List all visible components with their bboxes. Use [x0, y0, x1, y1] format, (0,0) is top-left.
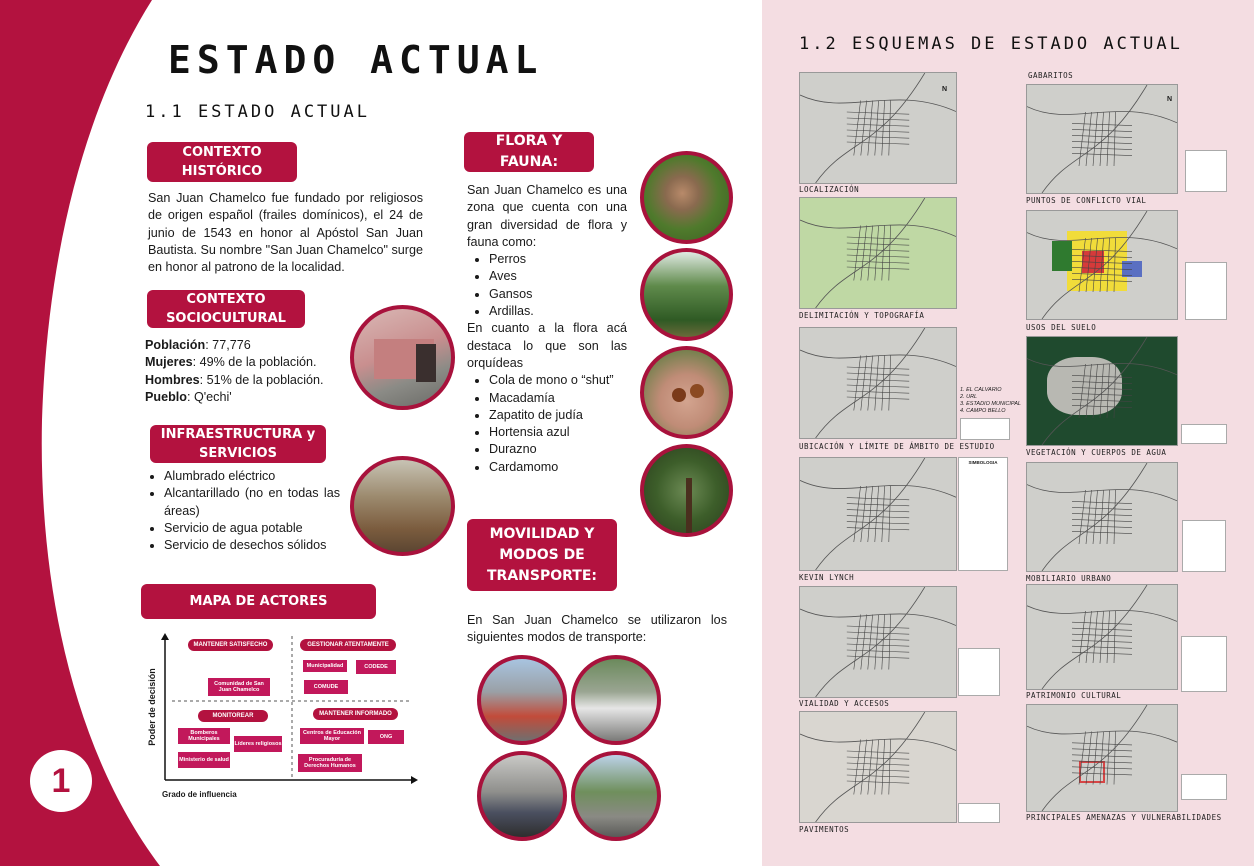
- street-line: [868, 226, 873, 281]
- quadrant-mantener-informado: MANTENER INFORMADO: [313, 708, 398, 720]
- fauna-item: • Gansos: [489, 286, 627, 303]
- street-lines: [1027, 463, 1177, 571]
- map-usos-suelo: [1026, 210, 1178, 320]
- street-line: [1079, 364, 1086, 418]
- flora-item: • Durazno: [489, 441, 627, 458]
- street-line: [847, 373, 909, 375]
- street-line: [847, 781, 909, 783]
- street-line: [847, 124, 909, 126]
- mujeres-row: Mujeres: 49% de la población.: [145, 355, 317, 370]
- road-line: [800, 587, 956, 697]
- caption-vialidad: VIALIDAD Y ACCESOS: [799, 699, 890, 708]
- street-lines: [800, 587, 956, 697]
- street-lines: [800, 712, 956, 822]
- street-line: [889, 486, 891, 542]
- stakeholder-matrix: [148, 632, 418, 800]
- street-line: [889, 356, 891, 411]
- street-line: [1086, 364, 1092, 418]
- transport-photo-moto: [477, 751, 567, 841]
- street-line: [1086, 490, 1092, 544]
- actor-tag: Centros de Educación Mayor: [300, 728, 364, 744]
- caption-mobiliario: MOBILIARIO URBANO: [1026, 574, 1112, 583]
- actor-tag: Comunidad de San Juan Chamelco: [208, 678, 270, 696]
- street-line: [1114, 112, 1116, 166]
- map-topografia: [799, 197, 957, 309]
- street-line: [875, 101, 879, 156]
- street-line: [1086, 611, 1092, 663]
- caption-gabaritos: GABARITOS: [1028, 71, 1074, 80]
- road-line: [800, 73, 956, 183]
- flora-fauna-intro: San Juan Chamelco es una zona que cuenta con una gran diversidad de flora y fauna como:: [467, 183, 627, 249]
- street-line: [889, 615, 891, 670]
- street-line: [847, 249, 909, 251]
- street-line: [1100, 490, 1104, 544]
- caption-pavimentos: PAVIMENTOS: [799, 825, 850, 834]
- street-line: [868, 740, 873, 795]
- street-line: [847, 243, 909, 245]
- contexto-sociocultural-label: CONTEXTO SOCIOCULTURAL: [147, 290, 305, 328]
- caption-topografia: DELIMITACIÓN Y TOPOGRAFÍA: [799, 311, 925, 320]
- street-line: [1114, 238, 1116, 292]
- transport-photo-tuktuk: [477, 655, 567, 745]
- street-line: [847, 397, 909, 399]
- street-line: [1079, 732, 1086, 785]
- flora-item: • Hortensia azul: [489, 424, 627, 441]
- caption-localizacion: LOCALIZACIÓN: [799, 185, 860, 194]
- sociocultural-photo: [350, 305, 455, 410]
- street-line: [1086, 238, 1092, 292]
- road-line: [800, 328, 956, 438]
- road-line: [800, 458, 956, 570]
- caption-ambito: UBICACIÓN Y LÍMITE DE ÁMBITO DE ESTUDIO: [799, 442, 995, 451]
- street-line: [882, 101, 885, 156]
- street-lines: [1027, 585, 1177, 689]
- contexto-historico-label: CONTEXTO HISTÓRICO: [147, 142, 297, 182]
- street-line: [847, 142, 909, 144]
- street-line: [1100, 732, 1104, 785]
- legend-amenazas: [1181, 774, 1227, 800]
- esquemas-panel: [762, 0, 1254, 866]
- street-line: [1072, 640, 1132, 642]
- fauna-item: • Aves: [489, 268, 627, 285]
- street-line: [861, 740, 867, 795]
- street-line: [882, 740, 885, 795]
- legend-vialidad: [958, 648, 1000, 696]
- flora-photo-macadamia: [640, 346, 733, 439]
- street-line: [1093, 364, 1098, 418]
- mapa-actores-label: MAPA DE ACTORES: [141, 584, 376, 619]
- street-line: [1072, 761, 1132, 763]
- street-line: [1107, 732, 1110, 785]
- infra-item: • Alumbrado eléctrico: [164, 468, 340, 485]
- street-lines: [800, 328, 956, 438]
- street-line: [1114, 732, 1116, 785]
- flora-item: • Cola de mono o “shut”: [489, 372, 627, 389]
- street-line: [1079, 490, 1086, 544]
- street-line: [1100, 112, 1104, 166]
- hombres-row: Hombres: 51% de la población.: [145, 372, 324, 387]
- fauna-item: • Perros: [489, 251, 627, 268]
- flora-fauna-label: FLORA Y FAUNA:: [464, 132, 594, 172]
- street-line: [1086, 732, 1092, 785]
- street-line: [1107, 490, 1110, 544]
- street-lines: [800, 198, 956, 308]
- legend-title: SIMBOLOGIA: [968, 460, 998, 465]
- street-line: [1072, 375, 1132, 377]
- north-arrow-icon: N: [942, 86, 948, 93]
- street-line: [1107, 238, 1110, 292]
- pueblo-row: Pueblo: Q'echi': [145, 389, 232, 404]
- flora-photo-trees: [640, 248, 733, 341]
- legend-puntos-conflicto: [1185, 150, 1227, 192]
- street-line: [1107, 364, 1110, 418]
- caption-vegetacion: VEGETACIÓN Y CUERPOS DE AGUA: [1026, 448, 1167, 457]
- quadrant-gestionar-atentamente: GESTIONAR ATENTAMENTE: [300, 639, 396, 651]
- caption-amenazas: PRINCIPALES AMENAZAS Y VULNERABILIDADES: [1026, 813, 1222, 822]
- street-line: [868, 101, 873, 156]
- street-line: [875, 356, 879, 411]
- map-puntos-conflicto: [1026, 84, 1178, 194]
- street-line: [1072, 531, 1132, 533]
- street-line: [1093, 112, 1098, 166]
- flora-photo-tree: [640, 444, 733, 537]
- actor-tag: Bomberos Municipales: [178, 728, 230, 744]
- street-line: [868, 615, 873, 670]
- sociocultural-list: [145, 337, 345, 406]
- street-line: [875, 226, 879, 281]
- street-line: [847, 656, 909, 658]
- page-title: ESTADO ACTUAL: [168, 38, 544, 82]
- street-line: [1072, 267, 1132, 269]
- street-line: [1072, 393, 1132, 395]
- street-line: [1114, 611, 1116, 663]
- ambito-notes: 1. EL CALVARIO 2. URL 3. ESTADIO MUNICIPAL 4. CAMPO BELLO: [960, 387, 1021, 414]
- street-line: [882, 226, 885, 281]
- street-line: [882, 486, 885, 542]
- contexto-historico-text: San Juan Chamelco fue fundado por religiosos de origen español (frailes domínicos), el 24 de junio de 1543 en honor al Apóstol San Juan Bautista. Su nombre "San Juan Chamelco" surge en honor al patrono de la localidad.: [148, 191, 423, 275]
- infraestructura-label: INFRAESTRUCTURA y SERVICIOS: [150, 425, 326, 463]
- map-vegetacion: [1026, 336, 1178, 446]
- street-line: [1086, 112, 1092, 166]
- street-line: [1079, 238, 1086, 292]
- transport-photo-microbus: [571, 655, 661, 745]
- legend-vegetacion: [1181, 424, 1227, 444]
- actor-tag: CODEDE: [356, 660, 396, 674]
- section-title-right: 1.2 ESQUEMAS DE ESTADO ACTUAL: [799, 34, 1183, 54]
- movilidad-label: MOVILIDAD Y MODOS DE TRANSPORTE:: [467, 519, 617, 591]
- street-line: [1072, 141, 1132, 143]
- y-axis-label: Poder de decisión: [147, 668, 157, 746]
- road-line: [800, 198, 956, 308]
- map-amenazas: [1026, 704, 1178, 812]
- street-line: [1072, 519, 1132, 521]
- map-vialidad: [799, 586, 957, 698]
- street-line: [1114, 490, 1116, 544]
- fauna-item: • Ardillas.: [489, 303, 627, 320]
- infra-item: • Servicio de desechos sólidos: [164, 537, 340, 554]
- infraestructura-photo: [350, 456, 455, 556]
- map-kevin-lynch: [799, 457, 957, 571]
- page-number: 1: [51, 761, 71, 800]
- street-line: [847, 757, 909, 759]
- street-line: [1100, 611, 1104, 663]
- street-line: [868, 356, 873, 411]
- street-line: [1072, 279, 1132, 281]
- legend-patrimonio: [1181, 636, 1227, 692]
- street-line: [889, 740, 891, 795]
- street-lines: [1027, 337, 1177, 445]
- street-line: [875, 740, 879, 795]
- street-line: [1093, 238, 1098, 292]
- legend-ambito: [960, 418, 1010, 440]
- transport-photo-bicicleta: [571, 751, 661, 841]
- flora-item: • Cardamomo: [489, 459, 627, 476]
- fauna-photo-dog: [640, 151, 733, 244]
- actor-tag: COMUDE: [304, 680, 348, 694]
- caption-patrimonio: PATRIMONIO CULTURAL: [1026, 691, 1122, 700]
- actor-tag: Líderes religiosos: [234, 736, 282, 752]
- street-lines: [800, 458, 956, 570]
- infra-item: • Alcantarillado (no en todas las áreas): [164, 485, 340, 520]
- section-title-left: 1.1 ESTADO ACTUAL: [145, 102, 370, 122]
- street-line: [1107, 611, 1110, 663]
- actor-tag: Municipalidad: [303, 660, 347, 672]
- street-lines: [1027, 705, 1177, 811]
- map-mobiliario: [1026, 462, 1178, 572]
- street-line: [1072, 501, 1132, 503]
- caption-kevin-lynch: KEVIN LYNCH: [799, 573, 855, 582]
- page-number-circle: [30, 750, 92, 812]
- street-line: [847, 379, 909, 381]
- actor-tag: Procuraduría de Derechos Humanos: [298, 754, 362, 772]
- street-line: [1072, 249, 1132, 251]
- street-lines: [800, 73, 956, 183]
- street-line: [847, 504, 909, 506]
- poblacion-row: Población: 77,776: [145, 338, 251, 352]
- actor-tag: Ministerio de salud: [178, 752, 230, 768]
- street-line: [1114, 364, 1116, 418]
- flora-item: • Macadamía: [489, 390, 627, 407]
- flora-intro: En cuanto a la flora acá destaca lo que son las orquídeas: [467, 321, 627, 370]
- map-patrimonio: [1026, 584, 1178, 690]
- street-line: [861, 356, 867, 411]
- street-line: [861, 226, 867, 281]
- north-arrow-icon: N: [1167, 96, 1173, 103]
- street-line: [1072, 622, 1132, 624]
- map-ambito-estudio: [799, 327, 957, 439]
- legend-kevin-lynch: [958, 457, 1008, 571]
- map-pavimentos: [799, 711, 957, 823]
- street-line: [861, 615, 867, 670]
- street-line: [1072, 153, 1132, 155]
- street-line: [1072, 405, 1132, 407]
- street-line: [847, 267, 909, 269]
- street-lines: [1027, 85, 1177, 193]
- caption-usos-suelo: USOS DEL SUELO: [1026, 323, 1097, 332]
- movilidad-text: En San Juan Chamelco se utilizaron los siguientes modos de transporte:: [467, 613, 727, 645]
- flora-fauna-text: [467, 182, 627, 476]
- street-line: [889, 101, 891, 156]
- legend-pavimentos: [958, 803, 1000, 823]
- street-line: [1072, 123, 1132, 125]
- street-line: [847, 763, 909, 765]
- x-axis-label: Grado de influencia: [162, 790, 237, 799]
- street-line: [861, 486, 867, 542]
- street-line: [889, 226, 891, 281]
- street-line: [861, 101, 867, 156]
- street-line: [847, 632, 909, 634]
- street-line: [868, 486, 873, 542]
- street-line: [847, 528, 909, 530]
- street-line: [1093, 490, 1098, 544]
- street-line: [847, 638, 909, 640]
- street-line: [882, 356, 885, 411]
- street-line: [875, 486, 879, 542]
- street-line: [1079, 112, 1086, 166]
- street-line: [1100, 364, 1104, 418]
- actor-tag: ONG: [368, 730, 404, 744]
- street-line: [1093, 611, 1098, 663]
- street-line: [882, 615, 885, 670]
- legend-usos-suelo: [1185, 262, 1227, 320]
- street-line: [847, 118, 909, 120]
- road-line: [800, 712, 956, 822]
- street-line: [1072, 773, 1132, 775]
- street-line: [875, 615, 879, 670]
- street-line: [1072, 743, 1132, 745]
- map-localizacion: [799, 72, 957, 184]
- quadrant-mantener-satisfecho: MANTENER SATISFECHO: [188, 639, 273, 651]
- street-line: [1107, 112, 1110, 166]
- infra-item: • Servicio de agua potable: [164, 520, 340, 537]
- legend-mobiliario: [1182, 520, 1226, 572]
- street-line: [847, 510, 909, 512]
- street-lines: [1027, 211, 1177, 319]
- street-line: [1093, 732, 1098, 785]
- quadrant-monitorear: MONITOREAR: [198, 710, 268, 722]
- infraestructura-list: [142, 468, 340, 554]
- street-line: [1079, 611, 1086, 663]
- flora-item: • Zapatito de judía: [489, 407, 627, 424]
- caption-puntos-conflicto: PUNTOS DE CONFLICTO VIAL: [1026, 196, 1147, 205]
- street-line: [1100, 238, 1104, 292]
